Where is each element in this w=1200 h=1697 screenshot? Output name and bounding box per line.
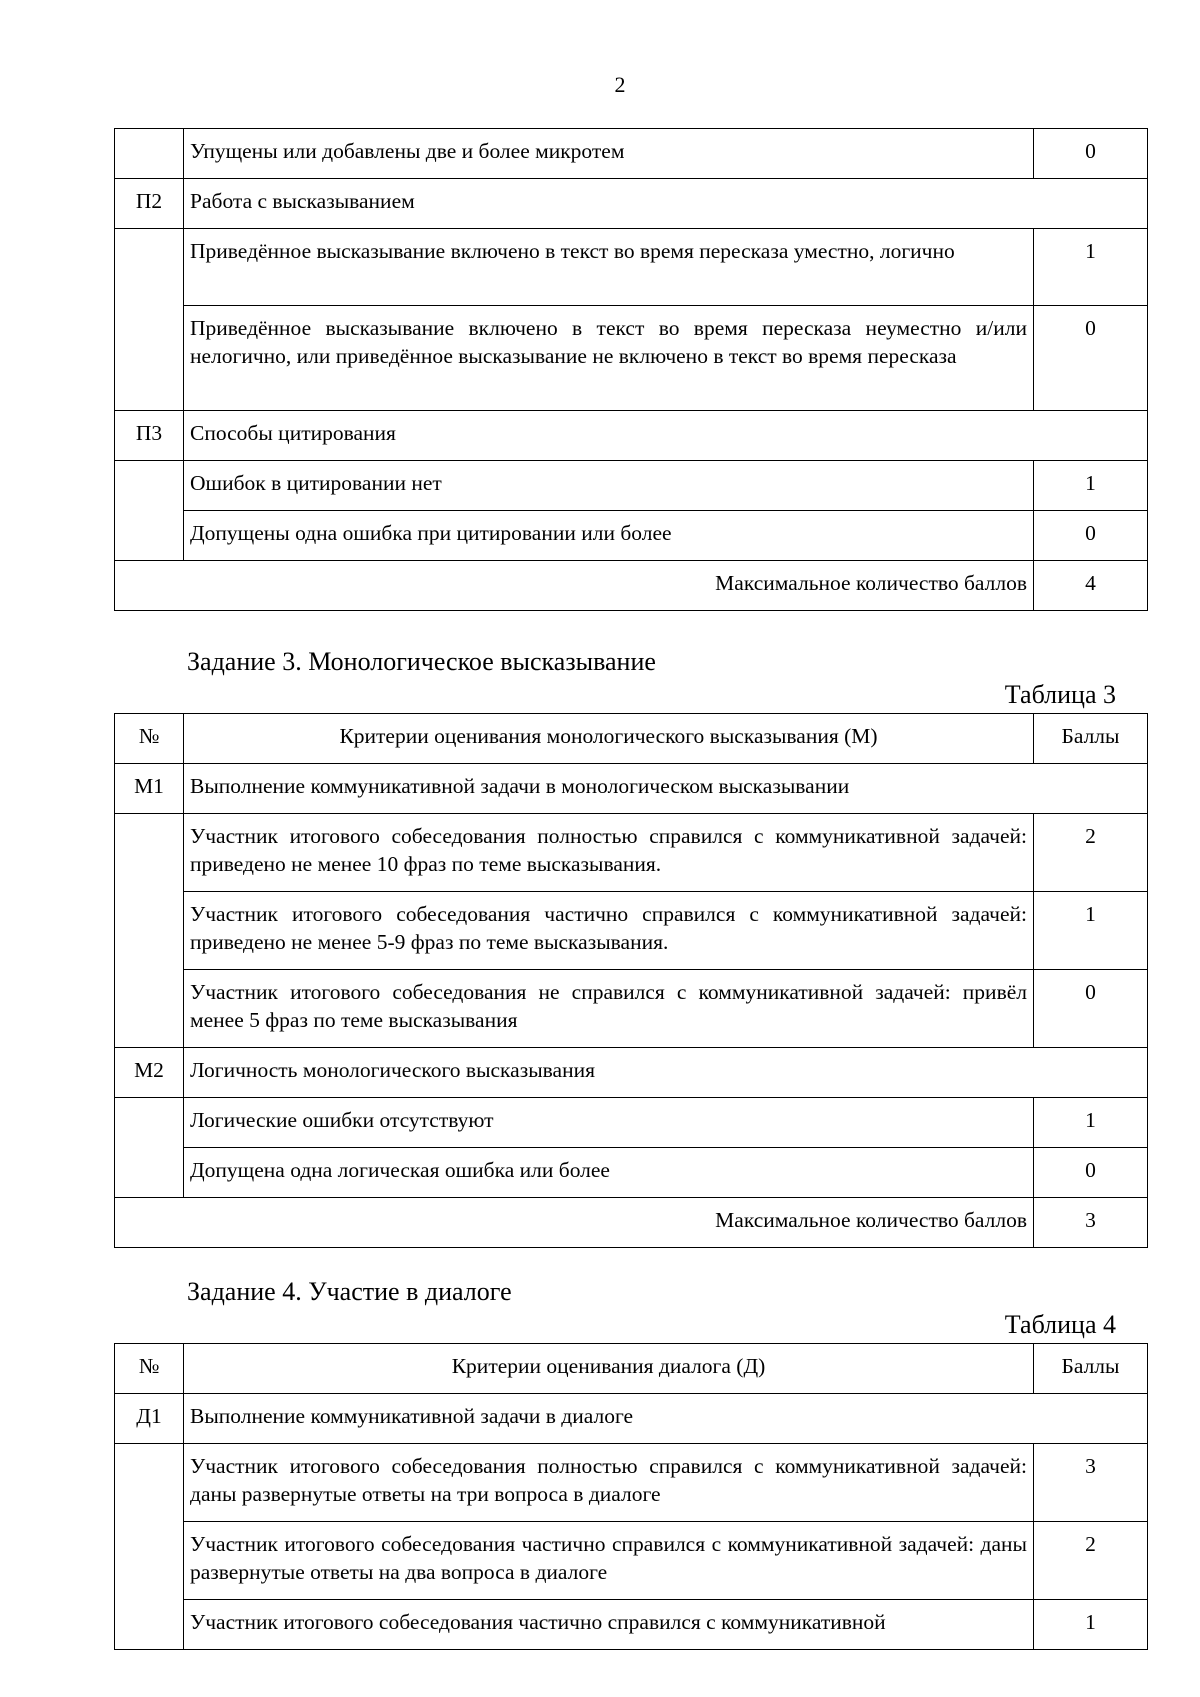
row-code: [115, 1098, 184, 1198]
header-criteria: Критерии оценивания диалога (Д): [184, 1344, 1034, 1394]
max-score-value: 4: [1034, 561, 1148, 611]
header-points: Баллы: [1034, 1344, 1148, 1394]
row-code: [115, 129, 184, 179]
table-row: [115, 1048, 1148, 1098]
criterion-score: 0: [1034, 306, 1148, 411]
header-criteria: Критерии оценивания монологического высказывания (М): [184, 714, 1034, 764]
row-code: [115, 229, 184, 411]
row-code: [115, 814, 184, 1048]
table-row: [115, 814, 1148, 892]
row-code: [115, 1444, 184, 1650]
criterion-text: Ошибок в цитировании нет: [184, 461, 1034, 511]
criterion-heading: Работа с высказыванием: [184, 179, 1148, 229]
row-code: М1: [115, 764, 184, 814]
criterion-heading: Логичность монологического высказывания: [184, 1048, 1148, 1098]
criterion-text: Участник итогового собеседования частично справился с коммуникативной задачей: приведено не менее 5-9 фраз по теме высказывания.: [184, 892, 1034, 970]
section-title: Задание 3. Монологическое высказывание: [187, 647, 656, 676]
table-row: [115, 764, 1148, 814]
max-score-value: 3: [1034, 1198, 1148, 1248]
criterion-text: Допущены одна ошибка при цитировании или более: [184, 511, 1034, 561]
criterion-score: 1: [1034, 229, 1148, 306]
criterion-text: Участник итогового собеседования полностью справился с коммуникативной задачей: даны развернутые ответы на три вопроса в диалоге: [184, 1444, 1034, 1522]
table-row: [115, 1444, 1148, 1522]
max-score-row: [115, 561, 1148, 611]
header-num: №: [115, 714, 184, 764]
max-score-row: [115, 1198, 1148, 1248]
section-title: Задание 4. Участие в диалоге: [187, 1277, 512, 1306]
table-row: [115, 1098, 1148, 1148]
criterion-score: 1: [1034, 892, 1148, 970]
criterion-heading: Способы цитирования: [184, 411, 1148, 461]
row-code: М2: [115, 1048, 184, 1098]
criterion-score: 2: [1034, 814, 1148, 892]
criteria-table-4: [114, 1343, 1148, 1650]
criteria-table-3: [114, 713, 1148, 1248]
criterion-text: Упущены или добавлены две и более микротем: [184, 129, 1034, 179]
header-points: Баллы: [1034, 714, 1148, 764]
table-header-row: [115, 1344, 1148, 1394]
table-row: [115, 970, 1148, 1048]
criterion-text: Участник итогового собеседования полностью справился с коммуникативной задачей: приведено не менее 10 фраз по теме высказывания.: [184, 814, 1034, 892]
criterion-score: 1: [1034, 1600, 1148, 1650]
criterion-text: Логические ошибки отсутствуют: [184, 1098, 1034, 1148]
table-row: [115, 511, 1148, 561]
row-code: [115, 461, 184, 561]
table-row: [115, 892, 1148, 970]
table-row: [115, 411, 1148, 461]
max-score-label: Максимальное количество баллов: [115, 561, 1034, 611]
table-row: [115, 129, 1148, 179]
criterion-text: Приведённое высказывание включено в текст во время пересказа неуместно и/или нелогично, или приведённое высказывание не включено в текст во время пересказа: [184, 306, 1034, 411]
criterion-score: 3: [1034, 1444, 1148, 1522]
table-label: Таблица 4: [1004, 1310, 1116, 1339]
table-header-row: [115, 714, 1148, 764]
table-row: [115, 306, 1148, 411]
table-row: [115, 1600, 1148, 1650]
table-row: [115, 1394, 1148, 1444]
criterion-score: 0: [1034, 970, 1148, 1048]
table-row: [115, 1148, 1148, 1198]
max-score-label: Максимальное количество баллов: [115, 1198, 1034, 1248]
criterion-heading: Выполнение коммуникативной задачи в диалоге: [184, 1394, 1148, 1444]
table-row: [115, 461, 1148, 511]
criteria-table-2: [114, 128, 1148, 611]
criterion-score: 1: [1034, 1098, 1148, 1148]
criterion-text: Участник итогового собеседования не справился с коммуникативной задачей: привёл менее 5 фраз по теме высказывания: [184, 970, 1034, 1048]
criterion-text: Участник итогового собеседования частично справился с коммуникативной: [184, 1600, 1034, 1650]
criterion-score: 2: [1034, 1522, 1148, 1600]
criterion-heading: Выполнение коммуникативной задачи в монологическом высказывании: [184, 764, 1148, 814]
row-code: П3: [115, 411, 184, 461]
row-code: П2: [115, 179, 184, 229]
table-row: [115, 229, 1148, 306]
criterion-text: Участник итогового собеседования частично справился с коммуникативной задачей: даны развернутые ответы на два вопроса в диалоге: [184, 1522, 1034, 1600]
criterion-text: Приведённое высказывание включено в текст во время пересказа уместно, логично: [184, 229, 1034, 306]
criterion-score: 0: [1034, 511, 1148, 561]
table-row: [115, 179, 1148, 229]
criterion-score: 0: [1034, 1148, 1148, 1198]
criterion-text: Допущена одна логическая ошибка или более: [184, 1148, 1034, 1198]
criterion-score: 1: [1034, 461, 1148, 511]
table-label: Таблица 3: [1004, 680, 1116, 709]
page-number: 2: [614, 72, 626, 97]
table-row: [115, 1522, 1148, 1600]
header-num: №: [115, 1344, 184, 1394]
criterion-score: 0: [1034, 129, 1148, 179]
row-code: Д1: [115, 1394, 184, 1444]
